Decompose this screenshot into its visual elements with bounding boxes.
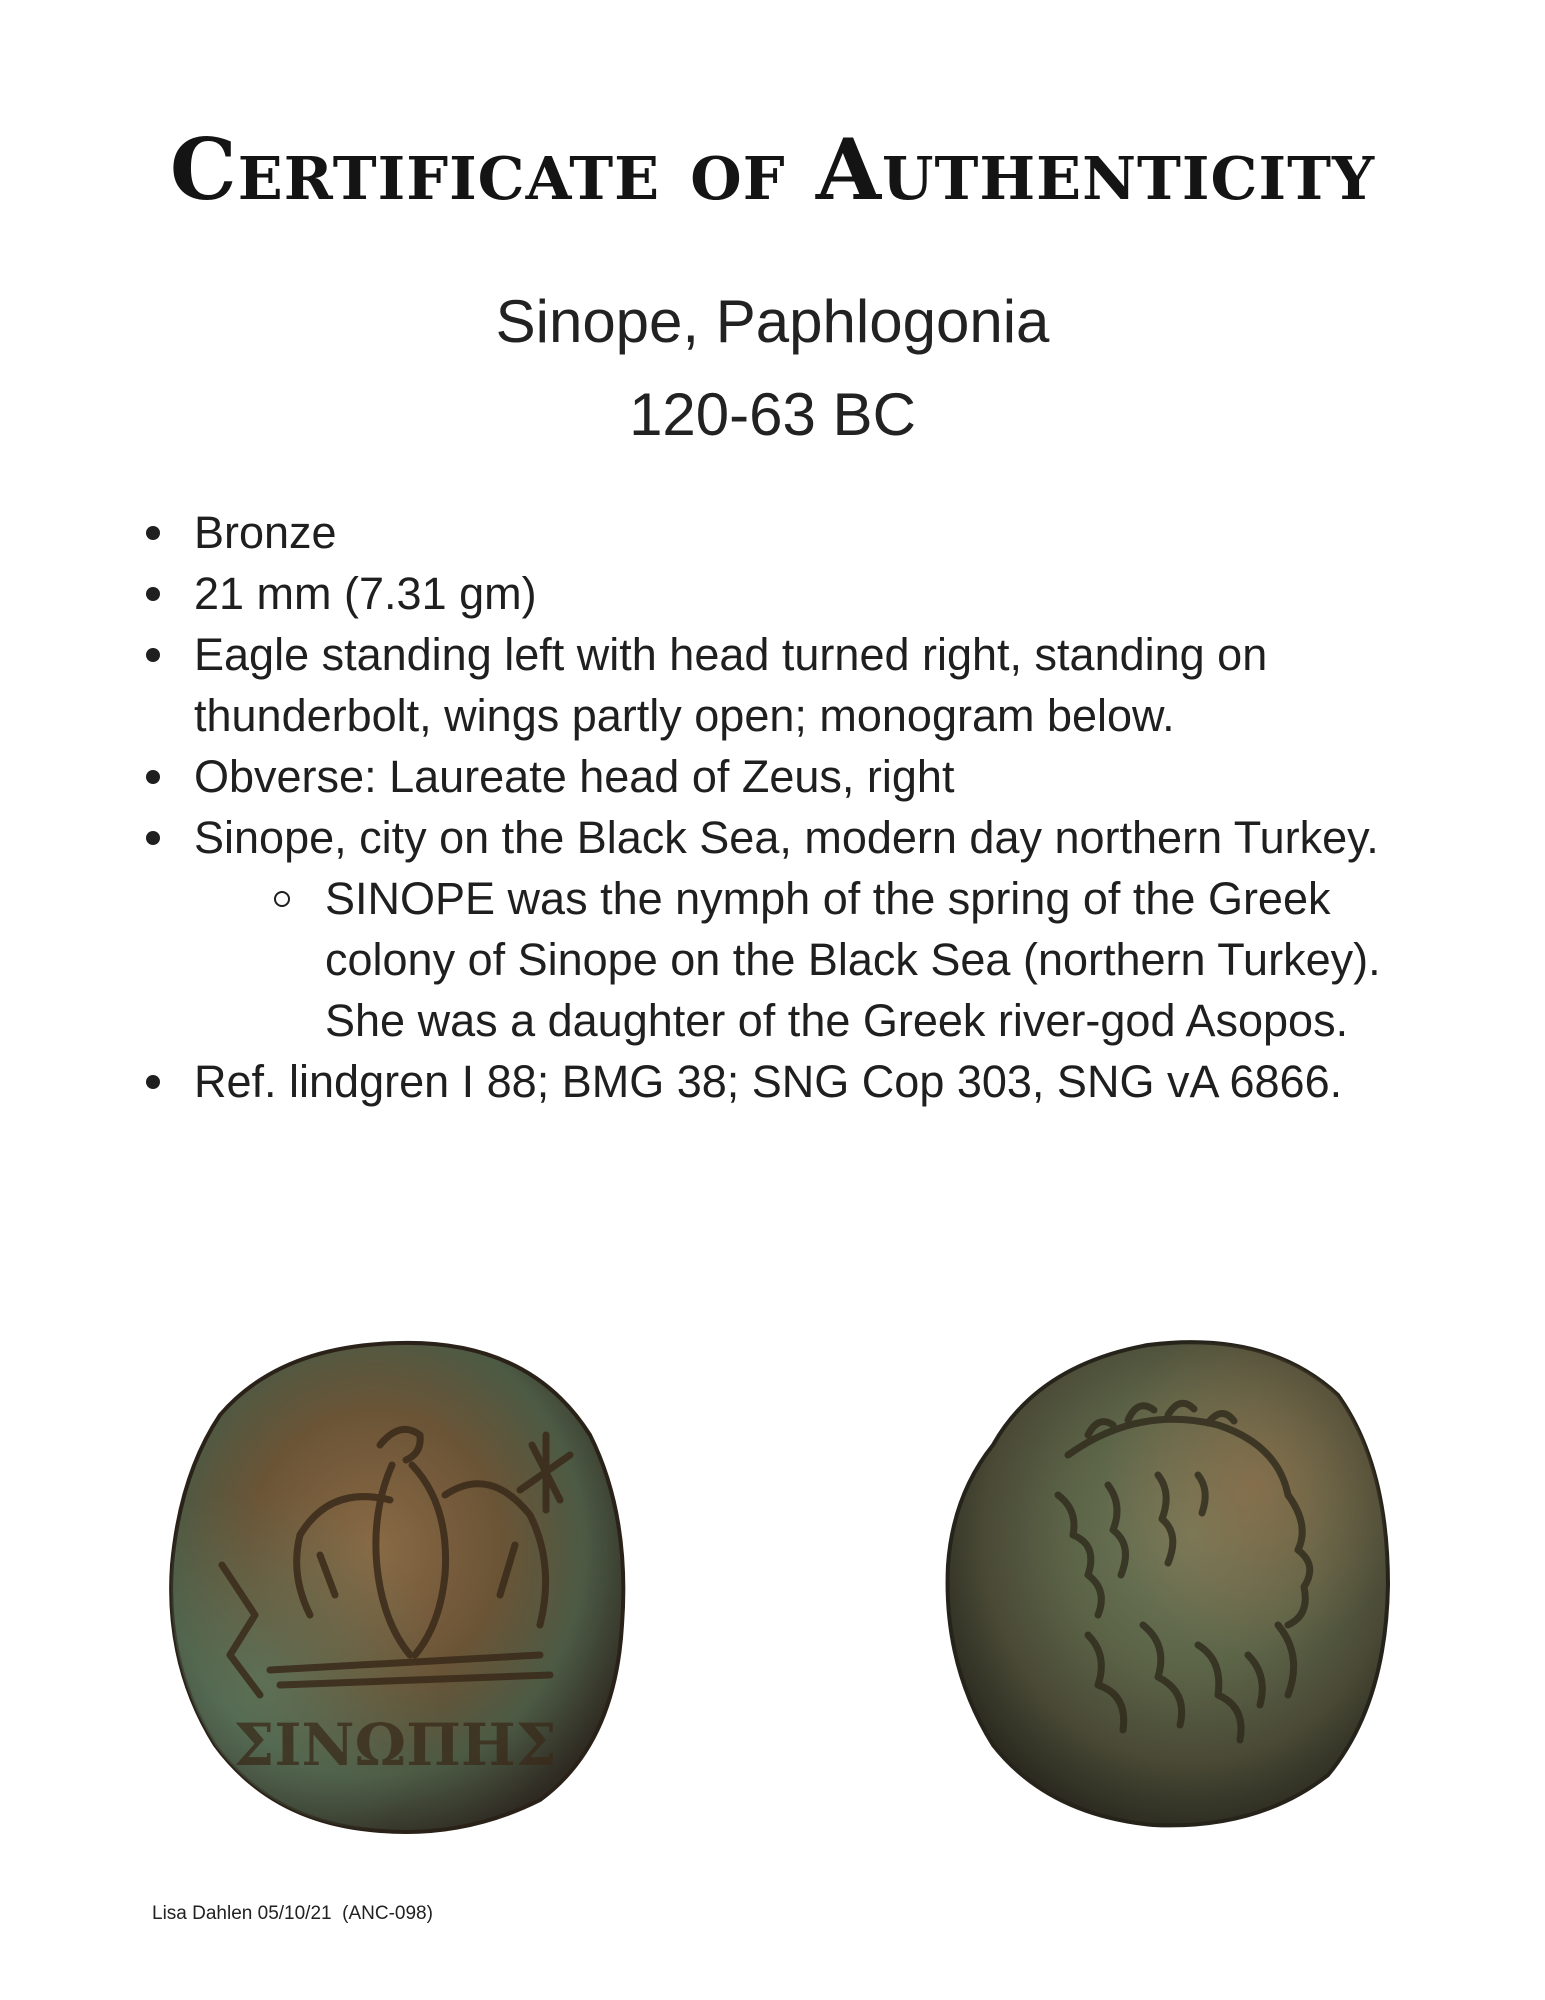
footer-note: Lisa Dahlen 05/10/21 (ANC-098): [152, 1903, 433, 1924]
location-description: Sinope, city on the Black Sea, modern day northern Turkey.: [194, 812, 1379, 863]
nymph-description: SINOPE was the nymph of the spring of the Greek colony of Sinope on the Black Sea (northern Turkey). She was a daughter of the Greek river-god Asopos.: [325, 873, 1381, 1046]
list-item: [140, 502, 1470, 563]
coin-reverse-image: [160, 1325, 630, 1835]
coin-origin: Sinope, Paphlogonia: [495, 288, 1050, 355]
reverse-description: Eagle standing left with head turned right, standing on thunderbolt, wings partly open; monogram below.: [194, 629, 1268, 741]
list-item: [140, 1051, 1470, 1112]
sub-list: [194, 868, 1470, 1051]
coin-obverse-image: [938, 1325, 1393, 1835]
size-weight-text: 21 mm (7.31 gm): [194, 568, 537, 619]
coin-date: 120-63 BC: [629, 381, 916, 448]
obverse-description: Obverse: Laureate head of Zeus, right: [194, 751, 955, 802]
details-list: [140, 502, 1470, 1112]
list-item: [140, 807, 1470, 1051]
material-text: Bronze: [194, 507, 337, 558]
list-item: [140, 563, 1470, 624]
references-text: Ref. lindgren I 88; BMG 38; SNG Cop 303, SNG vA 6866.: [194, 1056, 1343, 1107]
certificate-title: Certificate of Authenticity: [169, 120, 1376, 219]
list-item: [140, 746, 1470, 807]
coin-legend: ΣΙΝΩΠΗΣ: [233, 1711, 557, 1779]
sub-list-item: [194, 868, 1470, 1051]
list-item: [140, 624, 1470, 746]
